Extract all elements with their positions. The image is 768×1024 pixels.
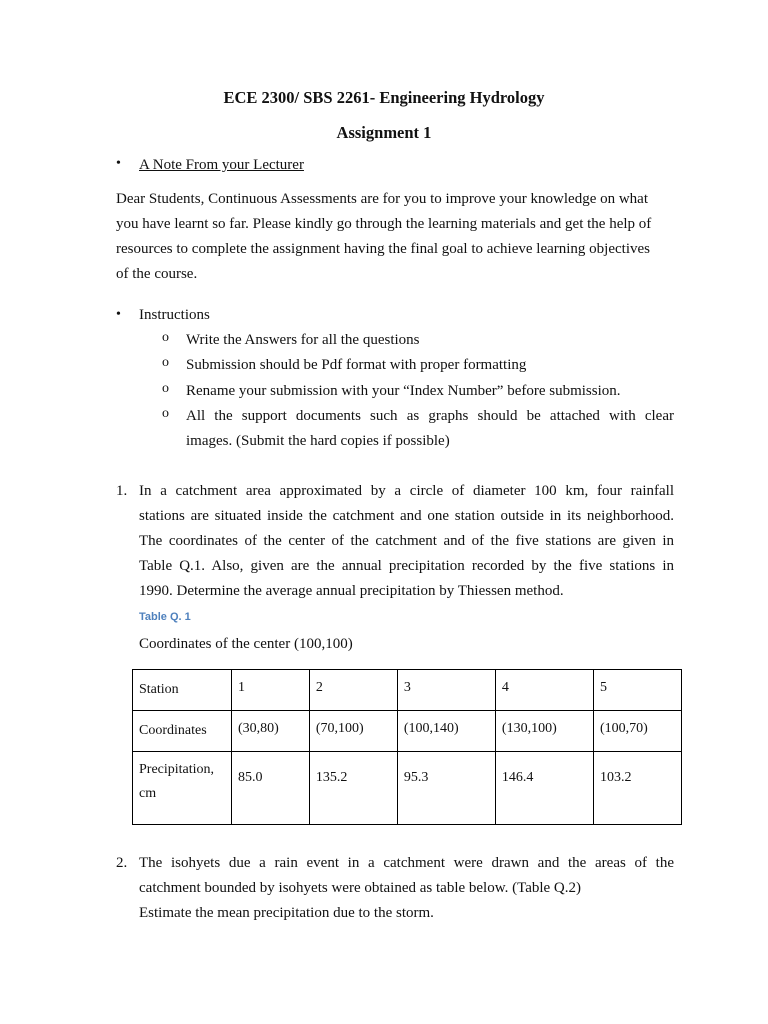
table-row: [133, 711, 682, 752]
row-label: Coordinates: [133, 711, 232, 752]
table-cell: 103.2: [594, 752, 682, 825]
list-marker-icon: o: [162, 381, 169, 396]
stations-table: [132, 669, 682, 825]
table-cell: (100,140): [397, 711, 495, 752]
question-number: 2.: [116, 855, 128, 871]
course-title: ECE 2300/ SBS 2261- Engineering Hydrology: [223, 88, 545, 107]
list-marker-icon: o: [162, 406, 169, 421]
table-cell: 146.4: [495, 752, 593, 825]
note-line: Dear Students, Continuous Assessments are for you to improve your knowledge on what: [116, 191, 649, 207]
table-cell: (70,100): [309, 711, 397, 752]
question-line: catchment bounded by isohyets were obtained as table below. (Table Q.2): [139, 880, 582, 896]
instruction-line: All the support documents such as graphs should be attached with clear: [186, 408, 674, 424]
instruction-item: Rename your submission with your “Index Number” before submission.: [186, 383, 621, 399]
question1-text: [139, 479, 674, 604]
instruction-line: images. (Submit the hard copies if possible): [186, 433, 450, 449]
question2-text: [139, 851, 674, 926]
question-line: The coordinates of the center of the catchment and of the five stations are given in: [139, 533, 674, 549]
table-cell: (100,70): [594, 711, 682, 752]
note-line: resources to complete the assignment having the final goal to achieve learning objectives: [116, 241, 650, 257]
note-paragraph: [116, 187, 674, 287]
assignment-title: Assignment 1: [336, 123, 432, 142]
instructions-heading: Instructions: [139, 307, 210, 323]
table-row: [133, 670, 682, 711]
table-cell: 2: [309, 670, 397, 711]
table-cell: 95.3: [397, 752, 495, 825]
list-marker-icon: o: [162, 330, 169, 345]
bullet-icon: •: [116, 156, 121, 171]
question-line: Estimate the mean precipitation due to the storm.: [139, 905, 434, 921]
instruction-item: Submission should be Pdf format with proper formatting: [186, 357, 527, 373]
question-line: 1990. Determine the average annual precipitation by Thiessen method.: [139, 583, 564, 599]
question-line: stations are situated inside the catchment and one station outside in its neighborhood.: [139, 508, 674, 524]
instruction-item: Write the Answers for all the questions: [186, 332, 420, 348]
row-label: Station: [133, 670, 232, 711]
note-line: you have learnt so far. Please kindly go through the learning materials and get the help of: [116, 216, 652, 232]
table-caption: Table Q. 1: [139, 611, 191, 623]
table-cell: (30,80): [232, 711, 310, 752]
table-cell: 1: [232, 670, 310, 711]
question-line: The isohyets due a rain event in a catchment were drawn and the areas of the: [139, 855, 674, 871]
row-label: [133, 752, 232, 825]
table-cell: 5: [594, 670, 682, 711]
row-label-line: Precipitation,: [139, 762, 215, 777]
instruction-item: [186, 404, 674, 454]
table-cell: 3: [397, 670, 495, 711]
row-label-line: cm: [139, 786, 157, 801]
question-line: In a catchment area approximated by a circle of diameter 100 km, four rainfall: [139, 483, 674, 499]
table-cell: 4: [495, 670, 593, 711]
list-marker-icon: o: [162, 355, 169, 370]
question-line: Table Q.1. Also, given are the annual precipitation recorded by the five stations in: [139, 558, 674, 574]
bullet-icon: •: [116, 307, 121, 322]
question-number: 1.: [116, 483, 128, 499]
table-cell: (130,100): [495, 711, 593, 752]
table-cell: 85.0: [232, 752, 310, 825]
table-row: [133, 752, 682, 825]
note-line: of the course.: [116, 266, 198, 282]
center-coordinates: Coordinates of the center (100,100): [139, 636, 353, 652]
note-heading: A Note From your Lecturer: [139, 157, 304, 173]
table-cell: 135.2: [309, 752, 397, 825]
